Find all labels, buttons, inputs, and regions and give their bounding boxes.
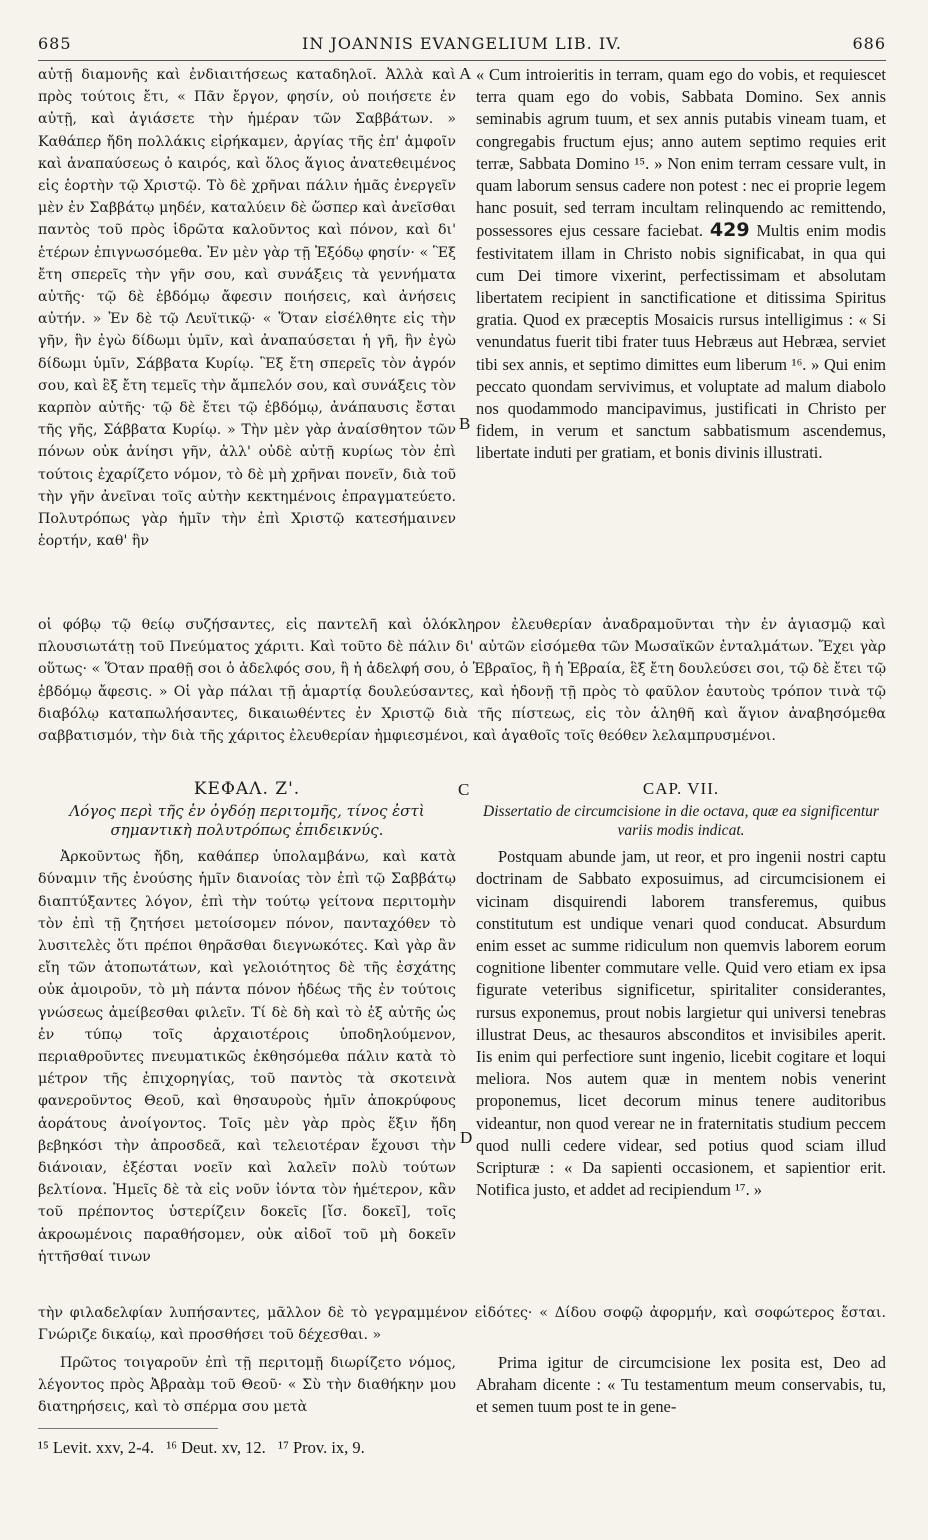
greek-chapter-body: Ἀρκοῦντως ἤδη, καθάπερ ὑπολαμβάνω, καὶ κατὰ δύναμιν τῆς ἐνούσης ἡμῖν διανοίας τὸν ἐπὶ τῷ Σαββάτῳ διαπτύξαντες λόγον, ἐπὶ τὴν τούτῳ γείτονα περιτομὴν τὸν ἐπὶ τῇ ζητήσει μετοίσομεν πόνον, πανταχόθεν τὸ λυσιτελὲς ὅτι πρέποι θηρᾶσθαι διεγνωκότες. Καὶ γὰρ ἂν εἴη τῶν ἀτοπωτάτων, καὶ γελοιότητος δὲ τῆς ἐσχάτης οὐκ ἀμοιροῦν, τὸ μὴ πάντα πόνον ἡδέως τῆς ἐν τούτοις γνώσεως ἀμείβεσθαι φιλεῖν. Τί δὲ δὴ καὶ τὸ ἐξ αὐτῆς ὡς ἐν τύπῳ τοῖς ἀρχαιοτέροις ὑποδηλούμενον, περιαθροῦντες πνευματικῶς ἐκθησόμεθα πάλιν κατὰ τὸ μέτρον τῆς ἐπιχορηγίας, τοῦ παντὸς τὰ σκοτεινὰ φανεροῦντος Θεοῦ, καὶ θησαυροὺς ἡμῖν ἀποκρύφους ἀοράτους ἀνοίγοντος. Τοῖς μὲν γὰρ πρὸς ἕξιν ἤδη βεβηκόσι τὴν ἀπροσδεᾶ, καὶ τελειοτέραν ἔχουσι τὴν διάνοιαν, ἐξέσται νοεῖν καὶ λαλεῖν πολὺ τούτων βελτίονα. Ἡμεῖς δὲ τὰ εἰς νοῦν ἰόντα τὸν ἡμέτερον, κἂν τοῦ πρέποντος ὑστερίζειν δοκεῖς [ἴσ. δοκεῖ], τοῖς ἀκροωμένοις παραθήσομεν, οὐκ αἰδοῖ τοῦ μὴ δοκεῖν ἡττῆσθαί τινων — [38, 849, 456, 1265]
greek-chapter-title: ΚΕΦΑΛ. Ζ'. — [193, 779, 301, 799]
latin-chapter-body: Postquam abunde jam, ut reor, et pro ingenii nostri captu doctrinam de Sabbato exposuimus, ad circumcisionem ei vicinam disquirendi laborem transferemus, quibus constitutum est undique venari quod conducat. Absurdum enim esset ac summe ridiculum non quemvis laborem eorum cognitione libenter commutare velle. Quid vero etiam ex ipsa figurate veteribus significetur, spiritaliter considerantes, rursus exponemus, prout nobis largietur qui universi tenebras illustrat Deus, ac thesauros absconditos et invisibiles aperit. Iis enim qui perfectiore sunt ingenio, licebit cogitare et loqui meliora. Nos autem quæ in mentem nobis venerint proponemus, licet decorum minus tenere auditoribus videantur, non quod verear ne in fraternitatis studium peccem quod nulli cedere videar, sed potius quod sciam illud Scripturæ : « Da sapienti occasionem, et sapientior erit. Notifica justo, et addet ad recipiendum ¹⁷. » — [476, 847, 886, 1200]
latin-paragraph-bottom: Prima igitur de circumcisione lex posita est, Deo ad Abraham dicente : « Tu testamentum meum conservabis, tu, et semen tuum post te in gene- — [476, 1353, 886, 1417]
latin-top-text: « Cum introieritis in terram, quam ego do vobis, et requiescet terra quam ego do vobis, Sabbata Domino. Sex annis seminabis agrum tuum, et sex annis putabis vineam tuam, et congregabis fructum ejus; anno autem septimo requies erit terræ, Sabbata Domino ¹⁵. » Non enim terram cessare vult, in quam laborum sensus cadere non potest : nec ei proprie legem hanc posuit, sed terram incultam relinquendo ac remittendo, possessores ejus cessare faciebat. — [476, 65, 886, 241]
left-page-number: 685 — [38, 34, 72, 53]
latin-chapter-block — [476, 778, 886, 1201]
greek-chapter-subtitle: Λόγος περὶ τῆς ἐν ὀγδόῃ περιτομῆς, τίνος ἐστὶ σημαντικὴ πολυτρόπως ἐπιδεικνύς. — [69, 802, 425, 840]
footnotes-text: ¹⁵ Levit. xxv, 2-4. ¹⁶ Deut. xv, 12. ¹⁷ Prov. ix, 9. — [38, 1438, 365, 1457]
latin-column-top — [476, 64, 886, 465]
latin-chapter-title: CAP. VII. — [642, 779, 720, 798]
running-title: IN JOANNIS EVANGELIUM LIB. IV. — [302, 34, 622, 53]
latin-chapter-subtitle: Dissertatio de circumcisione in die octava, quæ ea significentur variis modis indicat. — [483, 803, 879, 840]
running-header — [38, 34, 886, 56]
latin-paragraph-top — [476, 64, 886, 465]
original-page-number: 429 — [709, 219, 750, 242]
margin-marker-c: C — [458, 780, 470, 799]
greek-full-text: οἱ φόβῳ τῷ θείῳ συζήσαντες, εἰς παντελῆ καὶ ὁλόκληρον ἐλευθερίαν ἀναδραμοῦνται τὴν ἐν ἁγιασμῷ καὶ πλουσιωτάτῃ τοῦ Πνεύματος χάριτι. Καὶ τοῦτο δὲ πάλιν δι' αὐτῶν εἰσόμεθα τῶν Μωσαϊκῶν ἐνταλμάτων. Ἔχει γὰρ οὕτως· « Ὅταν πραθῇ σοι ὁ ἀδελφός σου, ἢ ἡ ἀδελφή σου, ὁ Ἑβραῖος, ἢ ἡ Ἑβραία, ἓξ ἔτη δουλεύσει σοι, τῷ δὲ ἔτει τῷ ἑβδόμῳ ἄφεσις. » Οἱ γὰρ πάλαι τῇ ἁμαρτίᾳ δουλεύσαντες, καὶ ἡδονῇ τῇ πρὸς τὸ φαῦλον ἑαυτοὺς τρόπον τινὰ τῷ διαβόλῳ καταπωλήσαντες, δικαιωθέντες ἐν Χριστῷ διὰ τῆς πίστεως, εἰς τὸν ἀληθῆ καὶ ἅγιον ἀναβησόμεθα σαββατισμόν, τὴν διὰ τῆς χάριτος ἐλευθερίαν ἠμφιεσμένοι, καὶ ἀγαθοῖς τοῖς θεόθεν λελαμπρυσμένοι. — [38, 617, 887, 745]
greek-full-width-line — [38, 1302, 886, 1346]
greek-full-width-paragraph — [38, 614, 886, 747]
greek-paragraph-top: αὐτῇ διαμονῆς καὶ ἐνδιαιτήσεως καταδηλοῖ. Ἀλλὰ καὶ πρὸς τούτοις ἔτι, « Πᾶν ἔργον, φησίν, οὐ ποιήσετε ἐν αὐτῇ, καὶ ἁγιάσετε τὴν ἡμέραν τῶν Σαββάτων. » Καθάπερ ἤδη πολλάκις εἰρήκαμεν, ἀργίας τῆς ἐπ' ἀμφοῖν καὶ ἀναπαύσεως ὁ καιρός, καὶ ὅλος ἅγιος ἀνατεθειμένος εἰς ἑορτὴν τῷ Χριστῷ. Τὸ δὲ χρῆναι πάλιν ἡμᾶς ἐνεργεῖν μὲν ἐν Σαββάτῳ μηδέν, καταλύειν δὲ ὥσπερ καὶ ἀνεῖσθαι παντὸς τοῦ πρὸς ἱδρῶτα καλοῦντος καὶ πόνον, καὶ δι' ἑτέρων ἐπιγνωσόμεθα. Ἐν μὲν γὰρ τῇ Ἐξόδῳ φησίν· « Ἓξ ἔτη σπερεῖς τὴν γῆν σου, καὶ συνάξεις τὰ γεννήματα αὐτῆς· τῷ δὲ ἑβδόμῳ ἄφεσιν ποιήσεις, καὶ ἀνήσεις αὐτήν. » Ἐν δὲ τῷ Λευϊτικῷ· « Ὅταν εἰσέλθητε εἰς τὴν γῆν, ἣν ἐγὼ δίδωμι ὑμῖν, καὶ ἀναπαύσεται ἡ γῆ, ἣν ἐγὼ δίδωμι ὑμῖν, Σάββατα Κυρίῳ. Ἓξ ἔτη σπερεῖς τὸν ἀγρόν σου, καὶ ἓξ ἔτη τεμεῖς τὴν ἄμπελόν σου, καὶ συνάξεις τὸν καρπὸν αὐτῆς· τῷ δὲ ἔτει τῷ ἑβδόμῳ, ἀνάπαυσις ἔσται τῆς γῆς, Σάββατα Κυρίῳ. » Τὴν μὲν γὰρ ἀναίσθητον τῶν πόνων οὐκ ἀνίησι γῆν, ἀλλ' οὐδὲ αὐτῇ κυρίως τὸν ἐπὶ τούτοις ἐχαρίζετο νόμον, τὸ δὲ μὴ χρῆναι πονεῖν, διὰ τοῦ τὴν γῆν ἀνεῖναι τοῖς αὐτὴν κεκτημένοις ἐπραγματεύετο. Πολυτρόπως γὰρ ἡμῖν τὴν ἐπὶ Χριστῷ κατεσήμαινεν ἑορτήν, καθ' ἣν — [38, 67, 456, 550]
greek-column-bottom — [38, 1352, 456, 1419]
right-page-number: 686 — [852, 34, 886, 53]
margin-marker-b: B — [459, 414, 471, 433]
margin-marker-d: D — [460, 1128, 473, 1147]
latin-column-bottom — [476, 1352, 886, 1419]
header-rule — [38, 60, 886, 61]
greek-full-text-2: τὴν φιλαδελφίαν λυπήσαντες, μᾶλλον δὲ τὸ γεγραμμένον εἰδότες· « Δίδου σοφῷ ἀφορμήν, καὶ σοφώτερος ἔσται. Γνώριζε δικαίῳ, καὶ προσθήσει τοῦ δέχεσθαι. » — [38, 1305, 886, 1344]
footnote-rule — [38, 1428, 218, 1429]
greek-column-top — [38, 64, 456, 552]
greek-paragraph-bottom: Πρῶτος τοιγαροῦν ἐπὶ τῇ περιτομῇ διωρίζετο νόμος, λέγοντος πρὸς Ἀβραὰμ τοῦ Θεοῦ· « Σὺ τὴν διαθήκην μου διατηρήσεις, καὶ τὸ σπέρμα σου μετὰ — [38, 1355, 456, 1416]
margin-marker-a: A — [459, 64, 472, 83]
footnotes — [38, 1438, 886, 1458]
latin-top-text-after: Multis enim modis festivitatem illam in Christo nobis significabat, in qua qui cum Dei timore vixerint, perfectissimam et absolutam libertatem recipient in sanctificatione et ditissima Spiritus gratia. Quod ex præceptis Mosaicis rursus intelligimus : « Si venundatus fuerit tibi frater tuus Hebræus aut Hebræa, serviet tibi sex annis, et septimo dimittes eum liberum ¹⁶. » Qui enim peccato quondam servivimus, et voluptate ad malum diabolo nos quodammodo mancipavimus, justificati in Christo per fidem, in verum et sanctum sabbatismum ascendemus, libertate induti per gratiam, et bonis divinis illustrati. — [476, 221, 886, 463]
greek-chapter-block — [38, 778, 456, 1268]
